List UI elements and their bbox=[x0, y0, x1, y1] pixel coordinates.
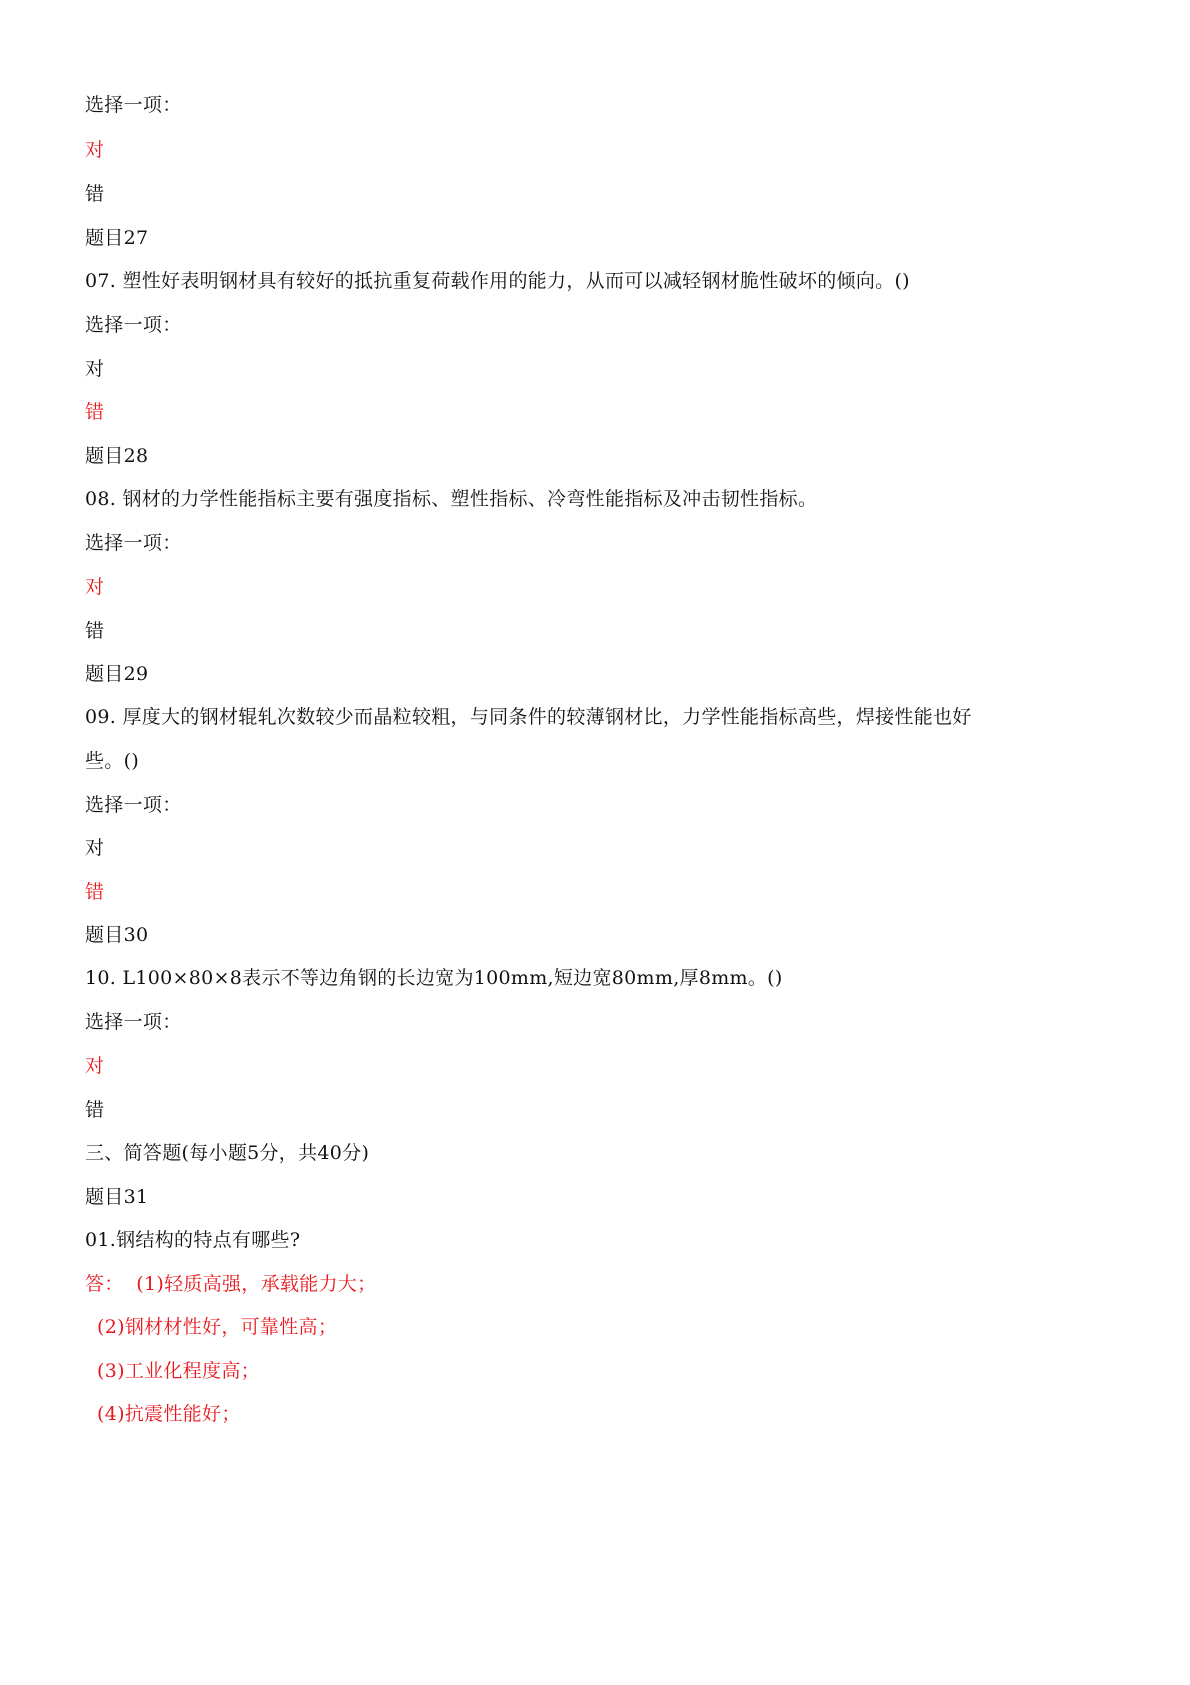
choose-one-label: 选择一项： bbox=[85, 1011, 182, 1033]
option-false[interactable]: 错 bbox=[85, 620, 105, 642]
option-false[interactable]: 错 bbox=[85, 1099, 105, 1121]
option-true-selected[interactable]: 对 bbox=[85, 576, 105, 598]
answer-line: (2)钢材材性好，可靠性高； bbox=[97, 1316, 338, 1338]
question-number: 题目31 bbox=[85, 1186, 149, 1208]
choose-one-label: 选择一项： bbox=[85, 314, 182, 336]
option-false-selected[interactable]: 错 bbox=[85, 881, 105, 903]
question-text: 08. 钢材的力学性能指标主要有强度指标、塑性指标、冷弯性能指标及冲击韧性指标。 bbox=[85, 488, 818, 510]
question-number: 题目28 bbox=[85, 445, 149, 467]
option-false[interactable]: 错 bbox=[85, 183, 105, 205]
answer-line: (3)工业化程度高； bbox=[97, 1360, 260, 1382]
choose-one-label: 选择一项： bbox=[85, 532, 182, 554]
option-true-selected[interactable]: 对 bbox=[85, 1055, 105, 1077]
answer-line: (4)抗震性能好； bbox=[97, 1403, 241, 1425]
section-heading: 三、简答题(每小题5分，共40分) bbox=[85, 1142, 370, 1164]
choose-one-label: 选择一项： bbox=[85, 94, 182, 116]
option-false-selected[interactable]: 错 bbox=[85, 401, 105, 423]
question-text: 10. L100×80×8表示不等边角钢的长边宽为100mm,短边宽80mm,厚8mm。() bbox=[85, 967, 783, 989]
question-text: 01.钢结构的特点有哪些? bbox=[85, 1229, 301, 1251]
option-true-selected[interactable]: 对 bbox=[85, 139, 105, 161]
option-true[interactable]: 对 bbox=[85, 837, 105, 859]
question-number: 题目27 bbox=[85, 227, 149, 249]
question-text-continued: 些。() bbox=[85, 750, 140, 772]
question-text: 07. 塑性好表明钢材具有较好的抵抗重复荷载作用的能力，从而可以减轻钢材脆性破坏的倾向。() bbox=[85, 270, 910, 292]
choose-one-label: 选择一项： bbox=[85, 794, 182, 816]
question-number: 题目30 bbox=[85, 924, 149, 946]
question-text: 09. 厚度大的钢材辊轧次数较少而晶粒较粗，与同条件的较薄钢材比，力学性能指标高些，焊接性能也好 bbox=[85, 706, 972, 728]
answer-line: 答： (1)轻质高强，承载能力大； bbox=[85, 1273, 377, 1295]
question-number: 题目29 bbox=[85, 663, 149, 685]
option-true[interactable]: 对 bbox=[85, 358, 105, 380]
